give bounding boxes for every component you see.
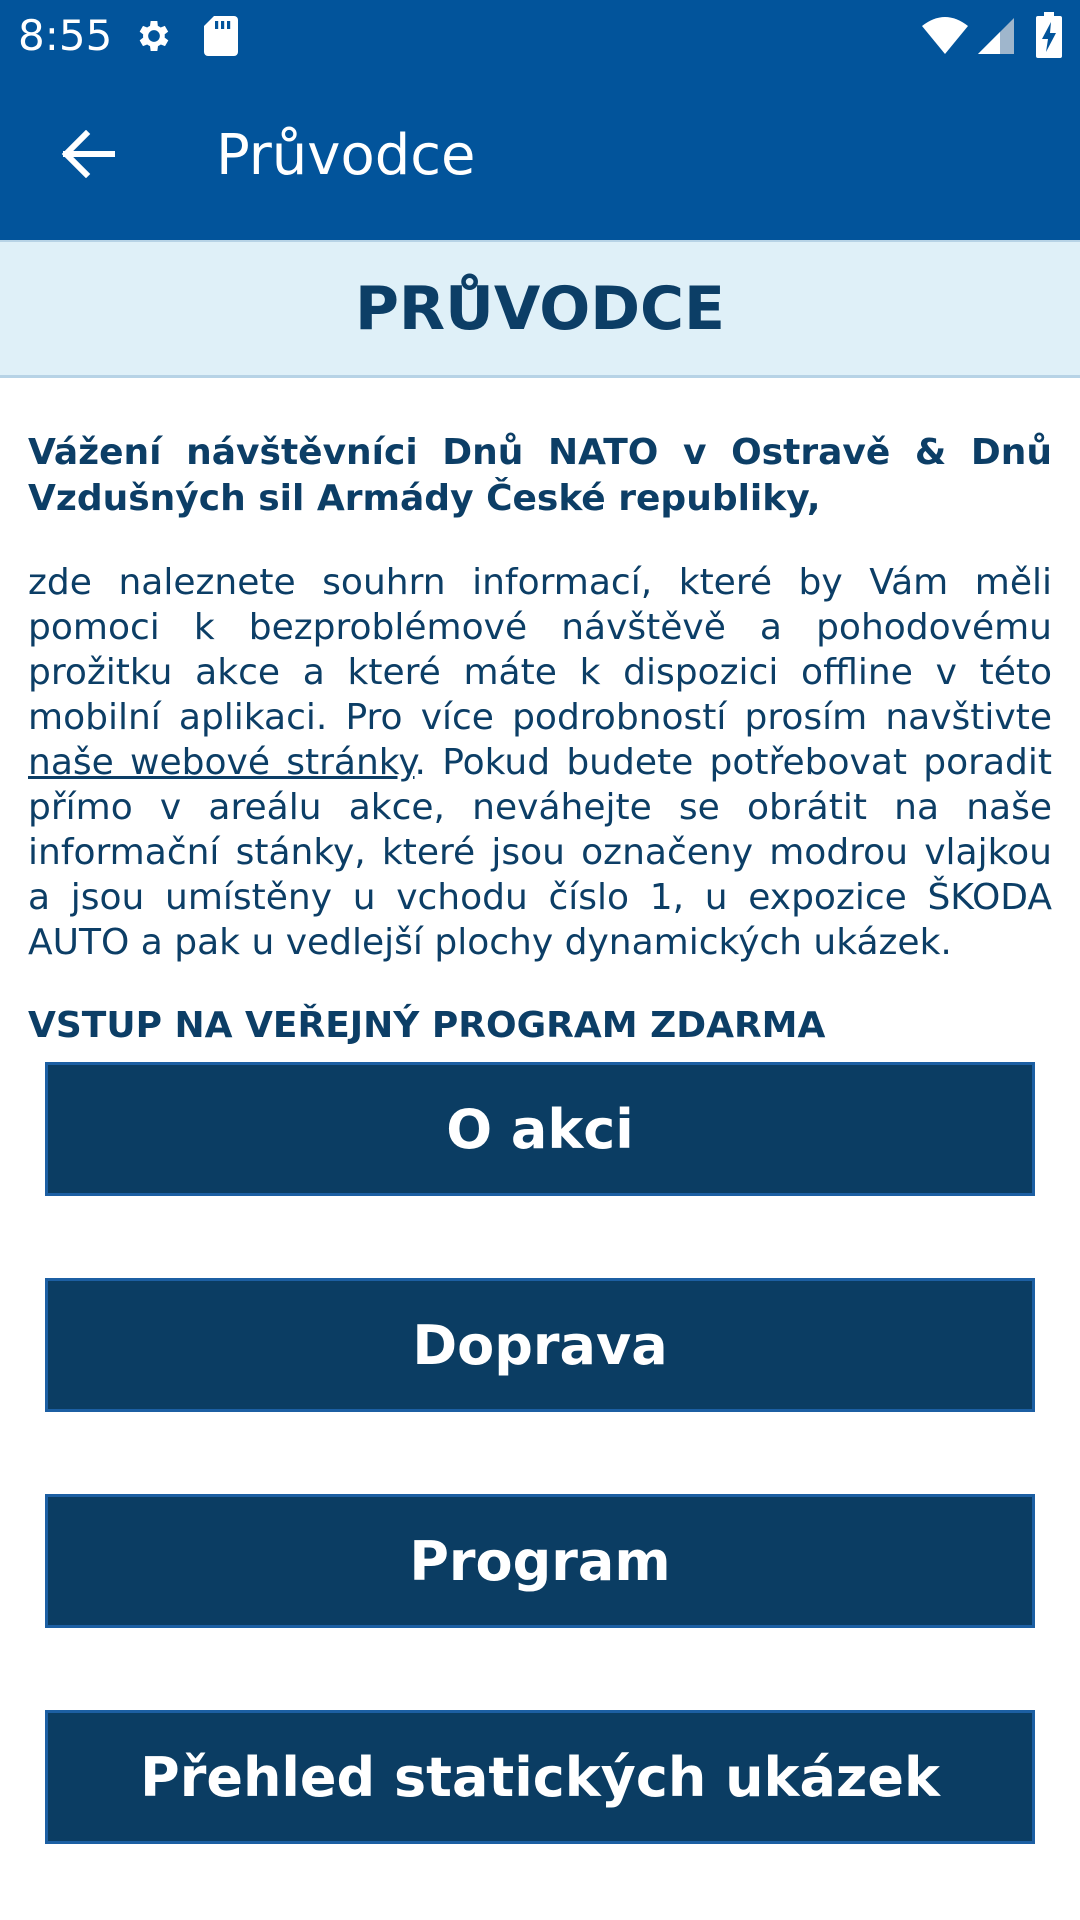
arrow-left-icon [60, 130, 116, 183]
status-time: 8:55 [18, 11, 113, 60]
app-title: Průvodce [216, 123, 476, 188]
website-link[interactable]: naše webové stránky [28, 742, 415, 783]
guide-content [28, 430, 1052, 1049]
back-button[interactable] [40, 108, 136, 204]
battery-charging-icon [1036, 12, 1062, 63]
transport-button[interactable]: Doprava [45, 1278, 1035, 1412]
status-bar [0, 0, 1080, 72]
program-button[interactable]: Program [45, 1494, 1035, 1628]
sd-card-icon [204, 16, 238, 61]
free-entry-text: VSTUP NA VEŘEJNÝ PROGRAM ZDARMA [28, 1005, 826, 1046]
gear-icon [134, 16, 174, 61]
signal-icon [978, 16, 1014, 61]
about-event-button[interactable]: O akci [45, 1062, 1035, 1196]
app-bar [0, 72, 1080, 240]
intro-text-end: . Pokud budete potřebovat poradit přímo v areálu akce, neváhejte se obrátit na naše informační stánky, které jsou označeny modrou vlajkou a jsou umístěny u vchodu číslo 1, u expozice ŠKODA AUTO a pak u vedlejší plochy dynamických ukázek. [28, 742, 1052, 963]
intro-paragraph [28, 560, 1052, 965]
greeting-text: Vážení návštěvníci Dnů NATO v Ostravě & Dnů Vzdušných sil Armády České republiky, [28, 432, 1052, 519]
section-header [0, 240, 1080, 378]
static-displays-button[interactable]: Přehled statických ukázek [45, 1710, 1035, 1844]
section-heading: PRŮVODCE [354, 273, 726, 344]
wifi-icon [920, 16, 970, 61]
intro-text-start: zde naleznete souhrn informací, které by Vám měli pomoci k bezproblémové návštěvě a pohodovému prožitku akce a které máte k dispozici offline v této mobilní aplikaci. Pro více podrobností prosím navštivte [28, 562, 1052, 738]
